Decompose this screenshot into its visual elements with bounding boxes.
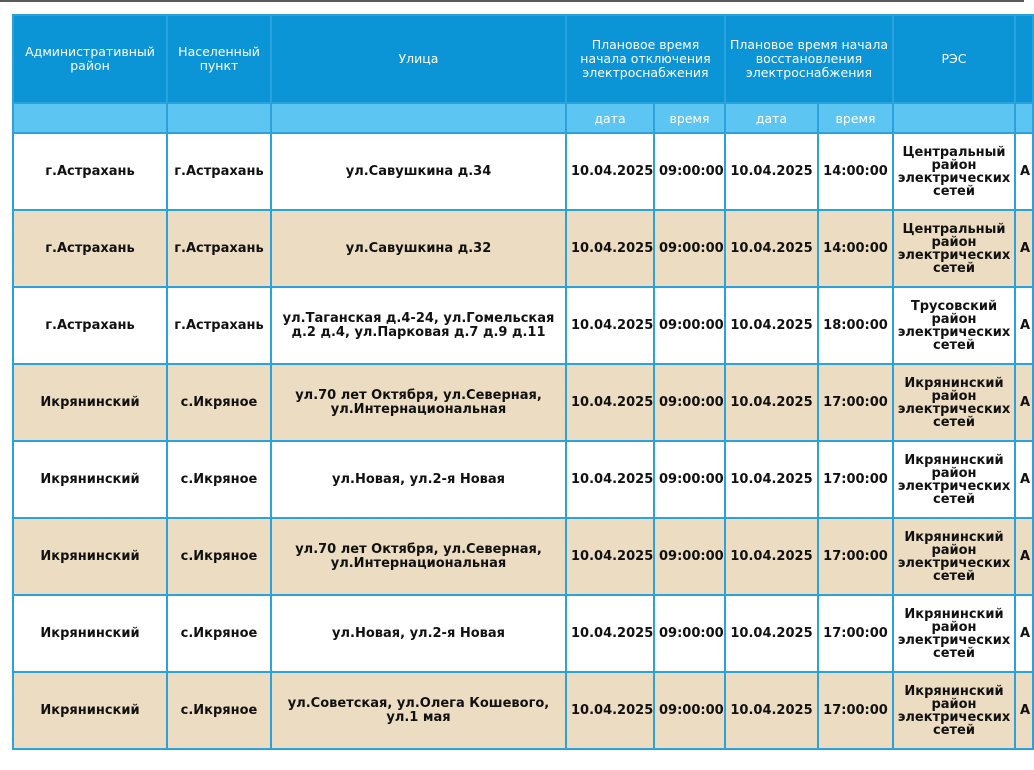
cell-on-time: 18:00:00: [818, 287, 893, 364]
cell-res: Икрянинский район электрических сетей: [893, 672, 1015, 749]
cell-street: ул.Новая, ул.2-я Новая: [271, 595, 566, 672]
cell-off-date: 10.04.2025: [566, 364, 654, 441]
col-header-district: Административный район: [13, 15, 167, 103]
cell-off-time: 09:00:00: [654, 518, 725, 595]
col-header-off-time: Плановое время начала отключения электроснабжения: [566, 15, 725, 103]
cell-extra: А: [1015, 210, 1033, 287]
cell-district: Икрянинский: [13, 441, 167, 518]
cell-extra: А: [1015, 441, 1033, 518]
cell-on-date: 10.04.2025: [725, 672, 818, 749]
subheader-empty: [167, 103, 271, 133]
subheader-empty: [1015, 103, 1033, 133]
cell-res: Центральный район электрических сетей: [893, 133, 1015, 210]
cell-district: г.Астрахань: [13, 287, 167, 364]
cell-off-date: 10.04.2025: [566, 518, 654, 595]
cell-settlement: г.Астрахань: [167, 210, 271, 287]
cell-on-date: 10.04.2025: [725, 518, 818, 595]
cell-off-date: 10.04.2025: [566, 672, 654, 749]
cell-street: ул.70 лет Октября, ул.Северная, ул.Интернациональная: [271, 364, 566, 441]
cell-district: Икрянинский: [13, 518, 167, 595]
cell-street: ул.Савушкина д.34: [271, 133, 566, 210]
cell-off-time: 09:00:00: [654, 672, 725, 749]
cell-res: Икрянинский район электрических сетей: [893, 595, 1015, 672]
cell-on-date: 10.04.2025: [725, 287, 818, 364]
cell-street: ул.Таганская д.4-24, ул.Гомельская д.2 д.4, ул.Парковая д.7 д.9 д.11: [271, 287, 566, 364]
cell-district: г.Астрахань: [13, 133, 167, 210]
cell-on-date: 10.04.2025: [725, 441, 818, 518]
cell-settlement: с.Икряное: [167, 672, 271, 749]
cell-on-time: 17:00:00: [818, 595, 893, 672]
cell-off-time: 09:00:00: [654, 364, 725, 441]
cell-extra: А: [1015, 364, 1033, 441]
cell-off-time: 09:00:00: [654, 595, 725, 672]
cell-off-time: 09:00:00: [654, 133, 725, 210]
cell-res: Икрянинский район электрических сетей: [893, 364, 1015, 441]
table-row: [13, 518, 1033, 595]
col-header-settlement: Населенный пункт: [167, 15, 271, 103]
cell-extra: А: [1015, 133, 1033, 210]
subheader-empty: [271, 103, 566, 133]
table-row: [13, 287, 1033, 364]
cell-off-date: 10.04.2025: [566, 595, 654, 672]
table-subheader-row: [13, 103, 1033, 133]
cell-off-time: 09:00:00: [654, 287, 725, 364]
cell-extra: А: [1015, 287, 1033, 364]
cell-on-time: 17:00:00: [818, 364, 893, 441]
cell-res: Икрянинский район электрических сетей: [893, 441, 1015, 518]
cell-on-date: 10.04.2025: [725, 210, 818, 287]
outage-schedule-table: [12, 14, 1034, 750]
subheader-off-date: дата: [566, 103, 654, 133]
cell-res: Центральный район электрических сетей: [893, 210, 1015, 287]
col-header-res: РЭС: [893, 15, 1015, 103]
page-top-border: [0, 0, 1024, 2]
cell-off-time: 09:00:00: [654, 441, 725, 518]
cell-off-date: 10.04.2025: [566, 287, 654, 364]
table-row: [13, 672, 1033, 749]
cell-off-date: 10.04.2025: [566, 133, 654, 210]
table-row: [13, 210, 1033, 287]
cell-on-date: 10.04.2025: [725, 133, 818, 210]
cell-res: Икрянинский район электрических сетей: [893, 518, 1015, 595]
cell-on-date: 10.04.2025: [725, 595, 818, 672]
cell-settlement: с.Икряное: [167, 364, 271, 441]
cell-street: ул.70 лет Октября, ул.Северная, ул.Интернациональная: [271, 518, 566, 595]
cell-settlement: с.Икряное: [167, 595, 271, 672]
cell-street: ул.Советская, ул.Олега Кошевого, ул.1 мая: [271, 672, 566, 749]
cell-on-time: 17:00:00: [818, 518, 893, 595]
cell-on-time: 17:00:00: [818, 672, 893, 749]
cell-extra: А: [1015, 672, 1033, 749]
table-row: [13, 441, 1033, 518]
cell-settlement: с.Икряное: [167, 518, 271, 595]
cell-off-date: 10.04.2025: [566, 210, 654, 287]
cell-on-time: 14:00:00: [818, 210, 893, 287]
subheader-empty: [893, 103, 1015, 133]
subheader-off-time: время: [654, 103, 725, 133]
subheader-empty: [13, 103, 167, 133]
subheader-on-date: дата: [725, 103, 818, 133]
cell-on-date: 10.04.2025: [725, 364, 818, 441]
cell-settlement: г.Астрахань: [167, 133, 271, 210]
table-row: [13, 133, 1033, 210]
table-body: [13, 133, 1033, 749]
cell-district: Икрянинский: [13, 595, 167, 672]
cell-district: г.Астрахань: [13, 210, 167, 287]
cell-off-time: 09:00:00: [654, 210, 725, 287]
table-header-row: [13, 15, 1033, 103]
cell-street: ул.Новая, ул.2-я Новая: [271, 441, 566, 518]
cell-settlement: г.Астрахань: [167, 287, 271, 364]
cell-extra: А: [1015, 518, 1033, 595]
col-header-restore-time: Плановое время начала восстановления электроснабжения: [725, 15, 893, 103]
cell-street: ул.Савушкина д.32: [271, 210, 566, 287]
subheader-on-time: время: [818, 103, 893, 133]
table-row: [13, 595, 1033, 672]
cell-off-date: 10.04.2025: [566, 441, 654, 518]
col-header-extra: [1015, 15, 1033, 103]
outage-table-container[interactable]: [12, 14, 1031, 770]
cell-district: Икрянинский: [13, 364, 167, 441]
cell-on-time: 17:00:00: [818, 441, 893, 518]
cell-district: Икрянинский: [13, 672, 167, 749]
cell-res: Трусовский район электрических сетей: [893, 287, 1015, 364]
cell-settlement: с.Икряное: [167, 441, 271, 518]
table-row: [13, 364, 1033, 441]
col-header-street: Улица: [271, 15, 566, 103]
cell-on-time: 14:00:00: [818, 133, 893, 210]
cell-extra: А: [1015, 595, 1033, 672]
